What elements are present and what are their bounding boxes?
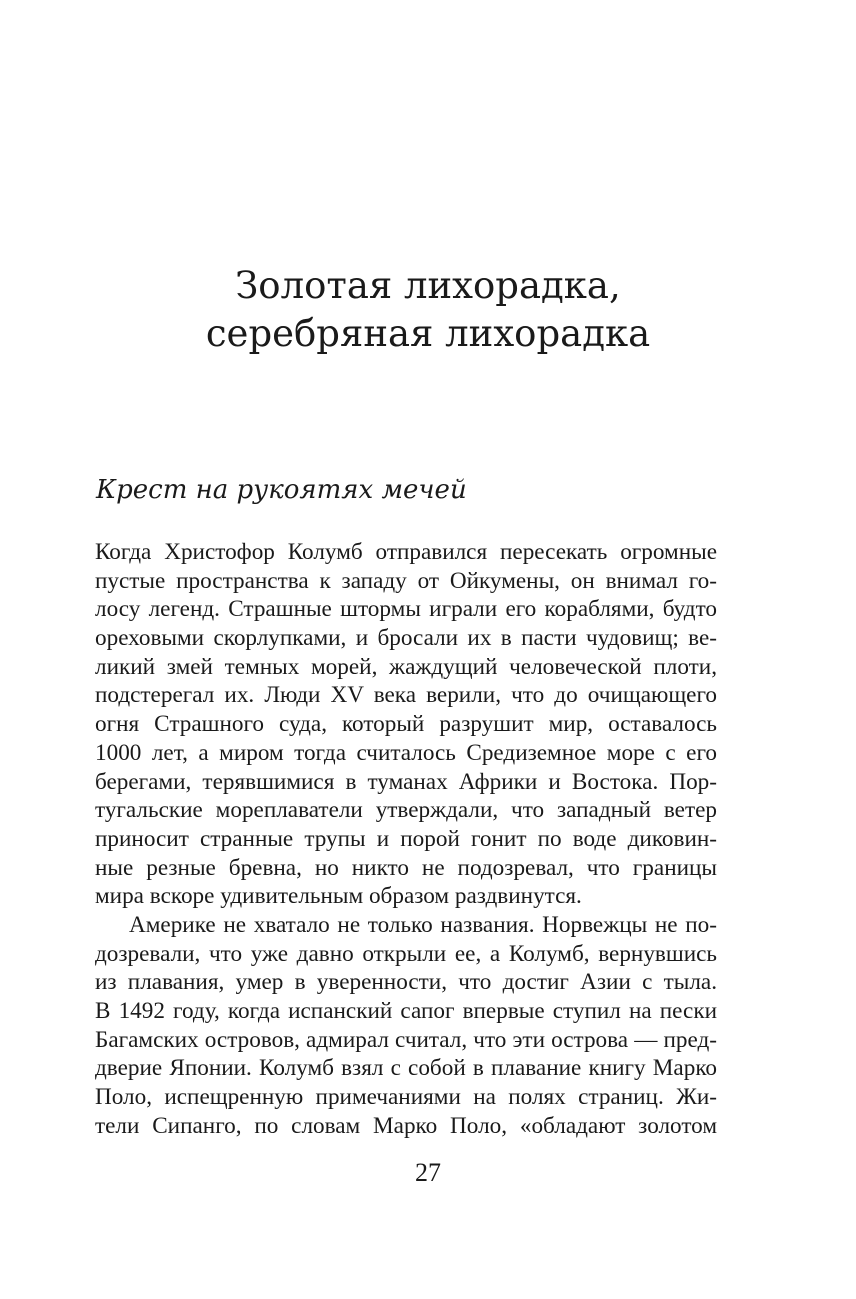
text-line: дозревали, что уже давно открыли ее, а Колумб, вернувшись <box>95 940 717 967</box>
text-line: Когда Христофор Колумб отправился пересекать огромные <box>95 539 717 565</box>
chapter-title-line-2: серебряная лихорадка <box>205 312 651 355</box>
chapter-title <box>0 262 856 358</box>
paragraph-1 <box>95 538 717 911</box>
text-line: мира вскоре удивительным образом раздвинутся. <box>95 883 582 910</box>
page-number: 27 <box>415 1158 441 1187</box>
section-title: Крест на рукоятях мечей <box>96 475 467 505</box>
text-line: берегами, терявшимися в туманах Африки и Востока. Пор- <box>95 768 717 795</box>
text-line: Америке не хватало не только названия. Норвежцы не по- <box>129 912 717 938</box>
paragraph-2 <box>95 911 717 1141</box>
chapter-title-line-1: Золотая лихорадка, <box>235 264 621 307</box>
text-line: В 1492 году, когда испанский сапог впервые ступил на пески <box>95 998 717 1025</box>
text-line: тели Сипанго, по словам Марко Поло, «обладают золотом <box>95 1112 717 1139</box>
text-line: пустые пространства к западу от Ойкумены, он внимал го- <box>95 567 717 594</box>
text-line: Багамских островов, адмирал считал, что эти острова — пред- <box>95 1026 717 1053</box>
text-line: огня Страшного суда, который разрушит мир, оставалось <box>95 711 717 738</box>
text-line: ликий змей темных морей, жаждущий человеческой плоти, <box>95 653 717 680</box>
text-line: дверие Японии. Колумб взял с собой в плавание книгу Марко <box>95 1055 717 1082</box>
text-line: лосу легенд. Страшные штормы играли его кораблями, будто <box>95 596 717 623</box>
text-line: ные резные бревна, но никто не подозревал, что границы <box>95 854 717 881</box>
text-line: приносит странные трупы и порой гонит по воде диковин- <box>95 825 717 852</box>
text-line: Поло, испещренную примечаниями на полях страниц. Жи- <box>95 1084 717 1111</box>
text-line: ореховыми скорлупками, и бросали их в пасти чудовищ; ве- <box>95 625 717 652</box>
text-line: 1000 лет, а миром тогда считалось Средиземное море с его <box>95 739 717 766</box>
text-line: подстерегал их. Люди XV века верили, что до очищающего <box>95 682 717 709</box>
text-line: тугальские мореплаватели утверждали, что западный ветер <box>95 797 717 824</box>
text-line: из плавания, умер в уверенности, что достиг Азии с тыла. <box>95 969 717 996</box>
